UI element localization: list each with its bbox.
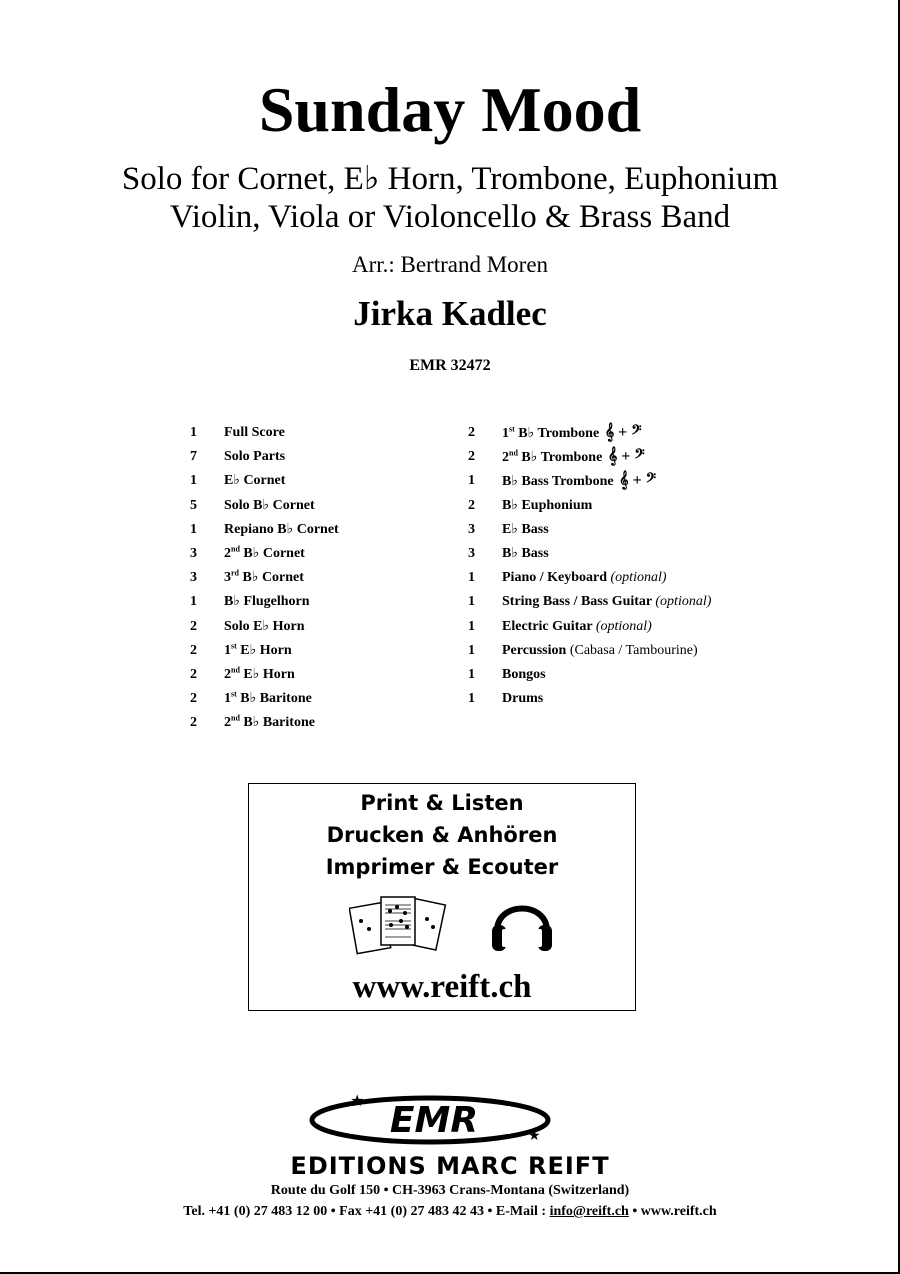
part-ordinal-suffix: rd (231, 568, 239, 578)
subtitle-instruments: Solo for Cornet, E♭ Horn, Trombone, Euphonium (121, 161, 779, 197)
part-ordinal-suffix: nd (231, 665, 240, 675)
part-quantity: 2 (190, 691, 197, 707)
part-ordinal-suffix: st (509, 424, 515, 434)
part-name-text: B♭ Baritone (243, 715, 315, 731)
part-name (502, 518, 549, 542)
sheet-music-icon (349, 891, 449, 961)
part-row (190, 494, 339, 518)
part-ordinal: 1 (224, 642, 231, 658)
part-quantity: 1 (468, 691, 475, 707)
part-row (190, 469, 339, 493)
part-name-text: E♭ Bass (502, 521, 549, 537)
logo-text: EMR (389, 1100, 479, 1141)
part-quantity: 1 (468, 642, 475, 658)
part-quantity: 1 (190, 594, 197, 610)
logo-star-right-icon: ★ (528, 1128, 541, 1144)
part-name (224, 566, 304, 590)
part-note: (optional) (610, 570, 667, 586)
part-row (468, 518, 711, 542)
part-name (502, 542, 549, 566)
part-name-text: B♭ Bass (502, 545, 549, 561)
part-quantity: 2 (190, 715, 197, 731)
part-quantity: 3 (190, 570, 197, 586)
part-row (468, 566, 711, 590)
part-row (468, 542, 711, 566)
part-quantity: 2 (468, 449, 475, 465)
headphones-icon (487, 887, 557, 957)
part-name (502, 615, 652, 639)
part-name (502, 590, 711, 614)
part-quantity: 1 (468, 618, 475, 634)
part-quantity: 1 (468, 473, 475, 489)
part-row (468, 421, 711, 445)
part-row (190, 711, 339, 735)
part-quantity: 2 (468, 497, 475, 513)
part-name-text: Repiano B♭ Cornet (224, 521, 339, 537)
promo-line-german: Drucken & Anhören (326, 823, 558, 847)
part-quantity: 2 (190, 642, 197, 658)
part-name (224, 445, 285, 469)
part-name (502, 639, 698, 663)
part-ordinal: 1 (502, 426, 509, 441)
composer: Jirka Kadlec (353, 294, 547, 333)
part-quantity: 3 (190, 545, 197, 561)
part-name-text: B♭ Cornet (242, 570, 304, 586)
part-name-text: E♭ Horn (243, 666, 295, 682)
part-name-text: Percussion (502, 642, 567, 658)
promo-line-french: Imprimer & Ecouter (325, 855, 559, 879)
print-listen-box (248, 783, 636, 1011)
part-ordinal: 2 (502, 450, 509, 466)
part-name (502, 566, 667, 590)
part-name-text: String Bass / Bass Guitar (502, 594, 652, 610)
clef-icon: 𝄞 + 𝄢 (604, 424, 642, 441)
part-quantity: 7 (190, 449, 197, 465)
contact-website: • www.reift.ch (628, 1204, 717, 1219)
part-row (190, 518, 339, 542)
email-link[interactable]: info@reift.ch (549, 1204, 629, 1219)
part-name-text: B♭ Cornet (243, 545, 305, 561)
part-name (502, 445, 645, 469)
part-row (190, 566, 339, 590)
part-ordinal-suffix: nd (231, 544, 240, 554)
part-quantity: 1 (468, 594, 475, 610)
part-name (224, 615, 305, 639)
page-title: Sunday Mood (258, 74, 642, 145)
part-name-text: Piano / Keyboard (502, 570, 608, 586)
part-name (224, 542, 305, 566)
part-row (190, 445, 339, 469)
part-quantity: 1 (190, 521, 197, 537)
promo-icons (249, 883, 635, 963)
part-name (502, 421, 642, 445)
part-name-text: B♭ Euphonium (502, 497, 593, 513)
clef-icon: 𝄞 + 𝄢 (619, 472, 657, 490)
part-name (502, 469, 656, 493)
part-name-text: E♭ Cornet (224, 473, 286, 489)
part-row (190, 663, 339, 687)
part-name-text: B♭ Flugelhorn (224, 594, 310, 610)
part-ordinal: 2 (224, 545, 231, 561)
part-quantity: 2 (190, 618, 197, 634)
catalog-number: EMR 32472 (409, 357, 491, 374)
part-name (224, 469, 285, 493)
part-name (224, 590, 310, 614)
part-name-text: Solo Parts (224, 449, 286, 465)
part-name-text: Solo B♭ Cornet (224, 497, 315, 513)
part-name (224, 494, 315, 518)
publisher-name: EDITIONS MARC REIFT (290, 1152, 610, 1180)
part-note: (optional) (595, 618, 652, 634)
part-row (190, 615, 339, 639)
part-name-text: Full Score (224, 425, 285, 440)
part-row (190, 421, 339, 445)
part-name-text: B♭ Baritone (240, 691, 312, 707)
part-row (190, 687, 339, 711)
part-name (224, 518, 339, 542)
part-ordinal-suffix: st (231, 689, 237, 699)
part-name-text: Electric Guitar (502, 618, 593, 634)
part-name (224, 687, 312, 711)
part-quantity: 2 (190, 666, 197, 682)
contact-phone-fax: Tel. +41 (0) 27 483 12 00 • Fax +41 (0) 27 483 42 43 • E-Mail : (183, 1204, 550, 1219)
part-row (468, 615, 711, 639)
part-quantity: 3 (468, 545, 475, 561)
part-quantity: 5 (190, 497, 197, 513)
part-row (468, 639, 711, 663)
part-name (224, 639, 292, 663)
part-quantity: 3 (468, 521, 475, 537)
parts-list-right (468, 421, 711, 711)
part-row (190, 590, 339, 614)
part-row (468, 663, 711, 687)
part-name-text: B♭ Bass Trombone (502, 474, 614, 490)
emr-logo (300, 1090, 560, 1146)
part-name-text: Solo E♭ Horn (224, 618, 305, 634)
part-row (468, 469, 711, 493)
part-name-text: Bongos (502, 666, 546, 682)
arranger: Arr.: Bertrand Moren (351, 252, 549, 277)
part-name (224, 663, 295, 687)
part-quantity: 1 (468, 570, 475, 586)
logo-star-left-icon: ★ (350, 1091, 365, 1110)
parts-list-left (190, 421, 339, 735)
part-quantity: 2 (468, 425, 475, 440)
part-ordinal: 3 (224, 570, 231, 586)
part-name-text: B♭ Trombone (518, 426, 600, 441)
part-quantity: 1 (468, 666, 475, 682)
part-row (190, 542, 339, 566)
part-row (468, 494, 711, 518)
part-row (468, 590, 711, 614)
part-ordinal-suffix: st (231, 641, 237, 651)
part-name (224, 711, 315, 735)
part-note: (optional) (655, 594, 712, 610)
part-row (468, 687, 711, 711)
part-name (502, 663, 546, 687)
part-quantity: 1 (190, 425, 197, 440)
part-name-text: B♭ Trombone (521, 450, 603, 466)
part-quantity: 1 (190, 473, 197, 489)
part-ordinal: 1 (224, 691, 231, 707)
part-name (502, 687, 543, 711)
part-ordinal: 2 (224, 715, 231, 731)
subtitle-strings: Violin, Viola or Violoncello & Brass Band (169, 199, 731, 235)
part-ordinal: 2 (224, 666, 231, 682)
clef-icon: 𝄞 + 𝄢 (607, 448, 645, 466)
publisher-address: Route du Golf 150 • CH-3963 Crans-Montana (Switzerland) (270, 1183, 630, 1198)
part-note: (Cabasa / Tambourine) (569, 642, 698, 658)
part-name (502, 494, 592, 518)
part-name-text: Drums (502, 691, 544, 707)
part-name-text: E♭ Horn (240, 642, 292, 658)
publisher-contact (0, 1204, 900, 1220)
part-ordinal-suffix: nd (231, 713, 240, 723)
part-ordinal-suffix: nd (509, 448, 518, 458)
part-name (224, 421, 285, 445)
part-row (468, 445, 711, 469)
promo-line-english: Print & Listen (360, 791, 524, 815)
promo-url: www.reift.ch (352, 969, 532, 1005)
part-row (190, 639, 339, 663)
